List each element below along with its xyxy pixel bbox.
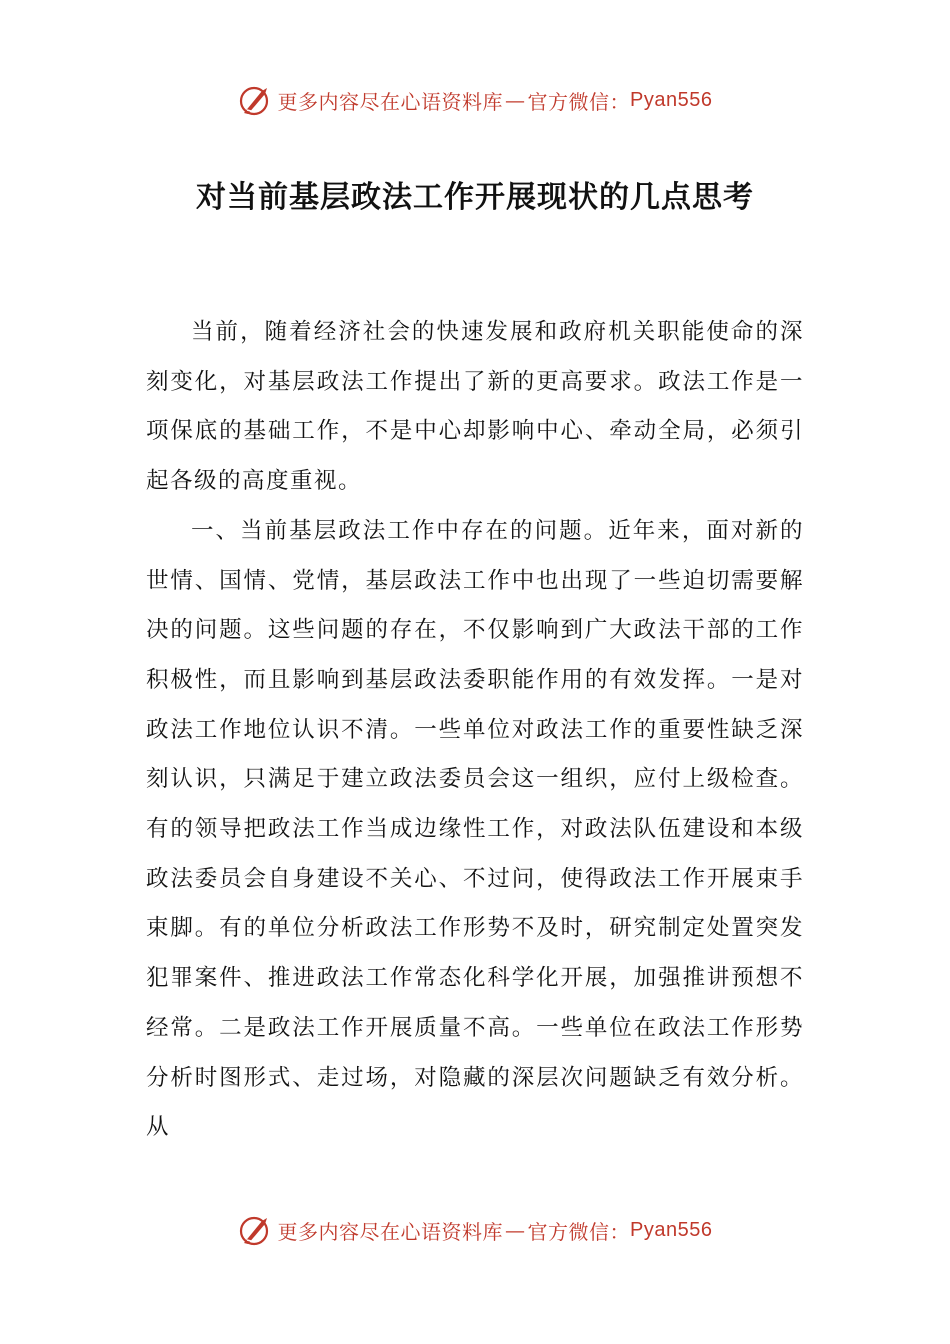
banner-text: 更多内容尽在心语资料库 — [277, 89, 504, 114]
pen-nib-circle-icon — [238, 1213, 272, 1247]
body-paragraph: 一、当前基层政法工作中存在的问题。近年来，面对新的世情、国情、党情，基层政法工作中也出现了一些迫切需要解决的问题。这些问题的存在，不仅影响到广大政法干部的工作积极性，而且影响到基层政法委职能作用的有效发挥。一是对政法工作地位认识不清。一些单位对政法工作的重要性缺乏深刻认识，只满足于建立政法委员会这一组织，应付上级检查。有的领导把政法工作当成边缘性工作，对政法队伍建设和本级政法委员会自身建设不关心、不过问，使得政法工作开展束手束脚。有的单位分析政法工作形势不及时，研究制定处置突发犯罪案件、推进政法工作常态化科学化开展，加强推讲预想不经常。二是政法工作开展质量不高。一些单位在政法工作形势分析时图形式、走过场，对隐藏的深层次问题缺乏有效分析。从 — [146, 517, 804, 1141]
banner-dash: — — [505, 1218, 526, 1242]
footer-watermark-banner — [0, 1210, 950, 1250]
banner-wechat-handle: Pyan556 — [630, 1218, 713, 1241]
banner-dash: — — [505, 88, 526, 112]
document-body — [146, 308, 804, 1153]
header-watermark-banner — [0, 80, 950, 120]
banner-contact-label: 官方微信： — [527, 1219, 631, 1244]
banner-contact-label: 官方微信： — [527, 89, 631, 114]
body-paragraph: 当前，随着经济社会的快速发展和政府机关职能使命的深刻变化，对基层政法工作提出了新的更高要求。政法工作是一项保底的基础工作，不是中心却影响中心、牵动全局，必须引起各级的高度重视。 — [146, 319, 804, 495]
banner-wechat-handle: Pyan556 — [630, 88, 713, 111]
banner-text: 更多内容尽在心语资料库 — [277, 1219, 504, 1244]
pen-nib-circle-icon — [238, 83, 272, 117]
document-title: 对当前基层政法工作开展现状的几点思考 — [196, 180, 754, 215]
